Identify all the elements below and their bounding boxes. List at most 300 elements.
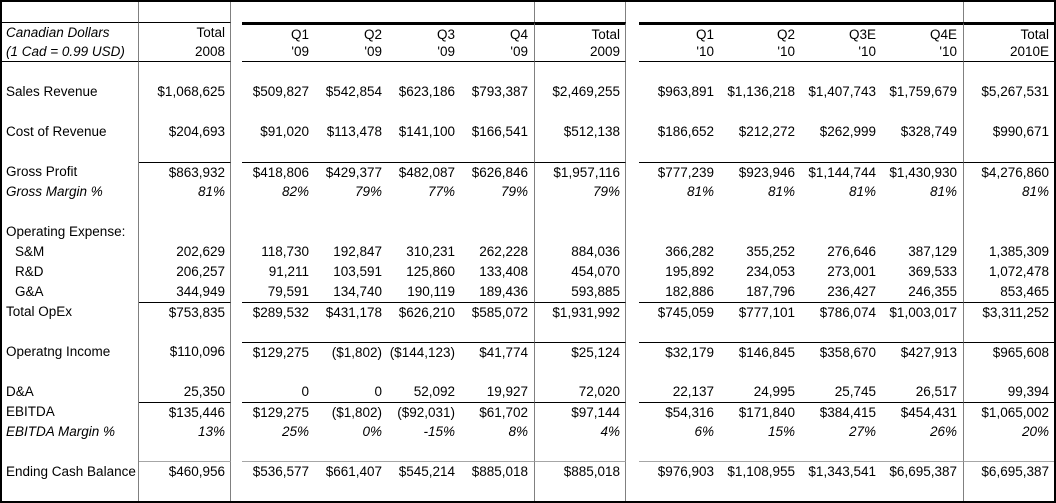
column-gap	[626, 62, 639, 82]
value-cell: 187,796	[746, 284, 795, 299]
value-cell	[639, 482, 720, 501]
value-cell	[534, 322, 626, 342]
value-cell: 103,591	[333, 264, 382, 279]
value-cell	[963, 362, 1054, 382]
column-gap	[626, 182, 639, 202]
value-cell	[882, 62, 963, 82]
value-cell	[461, 62, 534, 82]
value-cell: $2,469,255	[534, 82, 626, 102]
value-cell	[461, 322, 534, 342]
value-cell	[963, 322, 1054, 342]
table-row	[2, 282, 1054, 302]
value-cell: $91,020	[260, 124, 309, 139]
value-cell: ($144,123)	[388, 342, 461, 362]
column-gap	[231, 222, 242, 242]
value-cell	[139, 482, 231, 501]
column-header: 2009	[534, 42, 626, 62]
value-cell	[801, 322, 882, 342]
value-cell	[242, 102, 315, 122]
value-cell: 15%	[767, 424, 795, 439]
value-cell: $289,532	[242, 302, 315, 322]
value-cell: $32,179	[639, 342, 720, 362]
column-gap	[231, 142, 242, 162]
value-cell	[315, 482, 388, 501]
value-cell: $358,670	[801, 342, 882, 362]
value-cell	[461, 222, 534, 242]
table-row	[2, 262, 1054, 282]
value-cell: $1,957,116	[534, 162, 626, 182]
column-gap	[231, 202, 242, 222]
value-cell: 26,517	[915, 384, 957, 399]
spacer-row	[2, 362, 1054, 382]
column-gap	[626, 102, 639, 122]
value-cell: $1,430,930	[882, 162, 963, 182]
value-cell: $745,059	[639, 302, 720, 322]
value-cell: $885,018	[534, 462, 626, 482]
value-cell: $509,827	[252, 84, 309, 99]
value-cell: 4%	[534, 422, 626, 442]
value-cell	[639, 322, 720, 342]
value-cell: $129,275	[242, 342, 315, 362]
column-gap	[626, 422, 639, 442]
column-gap	[626, 42, 639, 62]
column-header: Q4E	[882, 22, 963, 42]
value-cell	[963, 482, 1054, 501]
row-label: Gross Profit	[2, 162, 139, 182]
spacer-row	[2, 322, 1054, 342]
column-gap	[231, 302, 242, 322]
value-cell	[461, 482, 534, 501]
value-cell: $5,267,531	[963, 82, 1054, 102]
value-cell	[139, 222, 231, 242]
value-cell: 79,591	[267, 284, 309, 299]
value-cell	[639, 442, 720, 462]
value-cell	[801, 482, 882, 501]
value-cell	[801, 202, 882, 222]
header-row-1	[2, 22, 1054, 42]
value-cell: $97,144	[534, 402, 626, 422]
value-cell	[242, 442, 315, 462]
value-cell	[388, 142, 461, 162]
table-row	[2, 302, 1054, 322]
value-cell: 91,211	[268, 264, 309, 279]
value-cell: $626,210	[388, 302, 461, 322]
value-cell	[882, 442, 963, 462]
value-cell: $431,178	[315, 302, 388, 322]
value-cell: 0	[374, 384, 382, 399]
value-cell: $1,003,017	[882, 302, 963, 322]
value-cell: 81%	[929, 184, 957, 199]
row-label	[2, 482, 139, 501]
value-cell	[639, 2, 720, 22]
value-cell: 387,129	[908, 244, 957, 259]
value-cell	[639, 102, 720, 122]
column-header: '10	[639, 42, 720, 62]
column-gap	[231, 482, 242, 501]
value-cell	[315, 142, 388, 162]
value-cell	[388, 322, 461, 342]
value-cell	[801, 62, 882, 82]
value-cell: $1,343,541	[808, 464, 876, 479]
value-cell	[139, 142, 231, 162]
value-cell: 236,427	[827, 284, 876, 299]
value-cell: 125,860	[406, 264, 455, 279]
column-gap	[626, 302, 639, 322]
column-gap	[626, 222, 639, 242]
value-cell	[315, 2, 388, 22]
value-cell	[720, 322, 801, 342]
column-gap	[626, 2, 639, 22]
row-label: EBITDA	[2, 402, 139, 422]
value-cell	[242, 202, 315, 222]
value-cell	[720, 442, 801, 462]
value-cell: $976,903	[657, 464, 714, 479]
value-cell	[882, 362, 963, 382]
row-label	[2, 142, 139, 162]
value-cell: 25%	[281, 424, 309, 439]
value-cell: 202,629	[139, 242, 231, 262]
value-cell: ($1,802)	[315, 402, 388, 422]
value-cell	[242, 362, 315, 382]
value-cell: 82%	[281, 184, 309, 199]
value-cell: 81%	[686, 184, 714, 199]
value-cell	[534, 482, 626, 501]
row-label: Operatng Income	[2, 342, 139, 362]
value-cell: $512,138	[534, 122, 626, 142]
column-gap	[626, 142, 639, 162]
column-gap	[626, 282, 639, 302]
row-label: Total OpEx	[2, 302, 139, 322]
value-cell: 79%	[354, 184, 382, 199]
value-cell: $146,845	[720, 342, 801, 362]
value-cell: 182,886	[665, 284, 714, 299]
value-cell	[534, 442, 626, 462]
value-cell	[388, 362, 461, 382]
value-cell	[388, 102, 461, 122]
value-cell: 13%	[139, 422, 231, 442]
value-cell: 0	[301, 384, 309, 399]
value-cell: $429,377	[315, 162, 388, 182]
value-cell: 884,036	[534, 242, 626, 262]
value-cell: 1,072,478	[963, 262, 1054, 282]
value-cell: 81%	[963, 182, 1054, 202]
column-header: Total	[963, 22, 1054, 42]
value-cell	[242, 62, 315, 82]
column-header: Q3E	[801, 22, 882, 42]
value-cell: $1,065,002	[963, 402, 1054, 422]
value-cell: 72,020	[534, 382, 626, 402]
value-cell	[534, 62, 626, 82]
row-label	[2, 442, 139, 462]
table-row	[2, 402, 1054, 422]
column-gap	[626, 242, 639, 262]
value-cell: 344,949	[139, 282, 231, 302]
column-gap	[626, 202, 639, 222]
value-cell	[315, 362, 388, 382]
value-cell: 25,350	[139, 382, 231, 402]
column-header: Q4	[461, 22, 534, 42]
value-cell	[963, 142, 1054, 162]
value-cell: 6%	[694, 424, 714, 439]
value-cell: 27%	[848, 424, 876, 439]
value-cell: $923,946	[720, 162, 801, 182]
value-cell: 8%	[508, 424, 528, 439]
value-cell: $4,276,860	[963, 162, 1054, 182]
spacer-row	[2, 482, 1054, 501]
column-gap	[231, 322, 242, 342]
value-cell: 273,001	[827, 264, 876, 279]
value-cell	[963, 102, 1054, 122]
column-gap	[626, 442, 639, 462]
row-label: S&M	[2, 242, 139, 262]
value-cell: $542,854	[325, 84, 382, 99]
value-cell: 195,892	[665, 264, 714, 279]
column-gap	[231, 242, 242, 262]
value-cell: $41,774	[461, 342, 534, 362]
value-cell	[534, 222, 626, 242]
column-gap	[626, 262, 639, 282]
table-row	[2, 382, 1054, 402]
value-cell: 454,070	[534, 262, 626, 282]
value-cell: 234,053	[746, 264, 795, 279]
value-cell: $135,446	[139, 402, 231, 422]
column-gap	[231, 362, 242, 382]
value-cell	[242, 222, 315, 242]
column-gap	[626, 482, 639, 501]
spacer-row	[2, 102, 1054, 122]
column-gap	[231, 262, 242, 282]
row-label	[2, 62, 139, 82]
value-cell: $585,072	[461, 302, 534, 322]
column-header: Q3	[388, 22, 461, 42]
value-cell: $1,931,992	[534, 302, 626, 322]
value-cell	[388, 202, 461, 222]
column-gap	[231, 382, 242, 402]
value-cell	[801, 2, 882, 22]
value-cell	[315, 202, 388, 222]
value-cell: $384,415	[801, 402, 882, 422]
unit-note-line1: Canadian Dollars	[2, 22, 139, 42]
value-cell	[720, 102, 801, 122]
value-cell	[720, 362, 801, 382]
empty-row	[2, 2, 1054, 22]
value-cell: $482,087	[388, 162, 461, 182]
column-gap	[626, 382, 639, 402]
value-cell	[315, 62, 388, 82]
value-cell: 355,252	[746, 244, 795, 259]
value-cell: $626,846	[461, 162, 534, 182]
value-cell: $1,144,744	[801, 162, 882, 182]
table-row	[2, 82, 1054, 102]
row-label: Gross Margin %	[2, 182, 139, 202]
value-cell	[242, 482, 315, 501]
unit-note-line2: (1 Cad = 0.99 USD)	[2, 42, 139, 62]
value-cell	[388, 442, 461, 462]
value-cell: $1,136,218	[727, 84, 795, 99]
value-cell: 276,646	[827, 244, 876, 259]
value-cell	[315, 442, 388, 462]
value-cell	[461, 202, 534, 222]
value-cell	[639, 222, 720, 242]
column-gap	[231, 82, 242, 102]
value-cell: 99,394	[963, 382, 1054, 402]
value-cell: $536,577	[252, 464, 309, 479]
value-cell: 189,436	[479, 284, 528, 299]
value-cell	[461, 142, 534, 162]
value-cell: 310,231	[406, 244, 455, 259]
spacer-row	[2, 442, 1054, 462]
value-cell: $1,407,743	[808, 84, 876, 99]
column-header: '09	[388, 42, 461, 62]
column-gap	[231, 102, 242, 122]
value-cell: -15%	[423, 424, 455, 439]
column-gap	[231, 342, 242, 362]
column-gap	[231, 282, 242, 302]
value-cell: $6,695,387	[963, 462, 1054, 482]
value-cell: $777,101	[720, 302, 801, 322]
row-label: Cost of Revenue	[2, 122, 139, 142]
value-cell	[963, 222, 1054, 242]
value-cell	[801, 102, 882, 122]
value-cell: $427,913	[882, 342, 963, 362]
value-cell	[242, 322, 315, 342]
value-cell: 246,355	[908, 284, 957, 299]
column-header: 2008	[139, 42, 231, 62]
value-cell: $262,999	[819, 124, 876, 139]
row-label	[2, 362, 139, 382]
value-cell: $110,096	[139, 342, 231, 362]
value-cell	[882, 322, 963, 342]
value-cell: $25,124	[534, 342, 626, 362]
column-header: '10	[882, 42, 963, 62]
value-cell	[882, 482, 963, 501]
row-label: R&D	[2, 262, 139, 282]
row-label	[2, 322, 139, 342]
value-cell	[882, 142, 963, 162]
column-gap	[626, 402, 639, 422]
table-row	[2, 242, 1054, 262]
value-cell	[139, 362, 231, 382]
row-label: Ending Cash Balance	[2, 462, 139, 482]
value-cell: 366,282	[665, 244, 714, 259]
value-cell: 24,995	[753, 384, 795, 399]
column-gap	[231, 162, 242, 182]
value-cell: $61,702	[461, 402, 534, 422]
value-cell: $965,608	[963, 342, 1054, 362]
value-cell	[720, 62, 801, 82]
value-cell: $777,239	[639, 162, 720, 182]
value-cell: ($1,802)	[315, 342, 388, 362]
column-gap	[626, 342, 639, 362]
value-cell: 262,228	[479, 244, 528, 259]
column-gap	[231, 402, 242, 422]
column-gap	[231, 462, 242, 482]
spacer-row	[2, 62, 1054, 82]
value-cell: 79%	[534, 182, 626, 202]
value-cell: 593,885	[534, 282, 626, 302]
column-header: Total	[534, 22, 626, 42]
value-cell: $990,671	[963, 122, 1054, 142]
value-cell	[461, 362, 534, 382]
value-cell	[461, 442, 534, 462]
column-gap	[231, 2, 242, 22]
column-gap	[231, 422, 242, 442]
value-cell	[882, 2, 963, 22]
value-cell	[639, 202, 720, 222]
value-cell: ($92,031)	[388, 402, 461, 422]
value-cell	[139, 202, 231, 222]
value-cell: 81%	[848, 184, 876, 199]
value-cell: $793,387	[471, 84, 528, 99]
table-row	[2, 222, 1054, 242]
value-cell: 26%	[929, 424, 957, 439]
column-gap	[626, 322, 639, 342]
value-cell	[139, 102, 231, 122]
value-cell: $129,275	[242, 402, 315, 422]
value-cell	[315, 322, 388, 342]
value-cell: $963,891	[657, 84, 714, 99]
value-cell: 52,092	[413, 384, 455, 399]
value-cell	[315, 102, 388, 122]
value-cell: $1,068,625	[139, 82, 231, 102]
table-row	[2, 182, 1054, 202]
table-row	[2, 342, 1054, 362]
column-gap	[626, 82, 639, 102]
column-header: Q2	[720, 22, 801, 42]
value-cell	[963, 2, 1054, 22]
value-cell: $454,431	[882, 402, 963, 422]
value-cell	[801, 222, 882, 242]
value-cell	[534, 202, 626, 222]
value-cell: 81%	[767, 184, 795, 199]
column-gap	[231, 22, 242, 42]
column-header: 2010E	[963, 42, 1054, 62]
value-cell	[720, 202, 801, 222]
value-cell: $418,806	[242, 162, 315, 182]
row-label: Operating Expense:	[2, 222, 139, 242]
header-row-2	[2, 42, 1054, 62]
column-gap	[231, 182, 242, 202]
column-gap	[626, 122, 639, 142]
value-cell: $1,759,679	[889, 84, 957, 99]
value-cell	[139, 442, 231, 462]
column-gap	[626, 462, 639, 482]
value-cell	[882, 102, 963, 122]
value-cell: 22,137	[672, 384, 714, 399]
value-cell: 81%	[139, 182, 231, 202]
value-cell: $885,018	[471, 464, 528, 479]
value-cell: 19,927	[486, 384, 528, 399]
value-cell: 853,465	[963, 282, 1054, 302]
value-cell	[963, 442, 1054, 462]
value-cell: $3,311,252	[963, 302, 1054, 322]
column-header: '09	[315, 42, 388, 62]
value-cell	[534, 142, 626, 162]
value-cell: 0%	[362, 424, 382, 439]
row-label: D&A	[2, 382, 139, 402]
column-gap	[626, 362, 639, 382]
row-label	[2, 102, 139, 122]
value-cell: $6,695,387	[889, 464, 957, 479]
column-header: Q1	[242, 22, 315, 42]
value-cell	[534, 362, 626, 382]
value-cell	[639, 142, 720, 162]
value-cell: $186,652	[657, 124, 714, 139]
value-cell	[388, 2, 461, 22]
value-cell: $166,541	[471, 124, 528, 139]
column-gap	[231, 42, 242, 62]
value-cell: 118,730	[261, 244, 309, 259]
